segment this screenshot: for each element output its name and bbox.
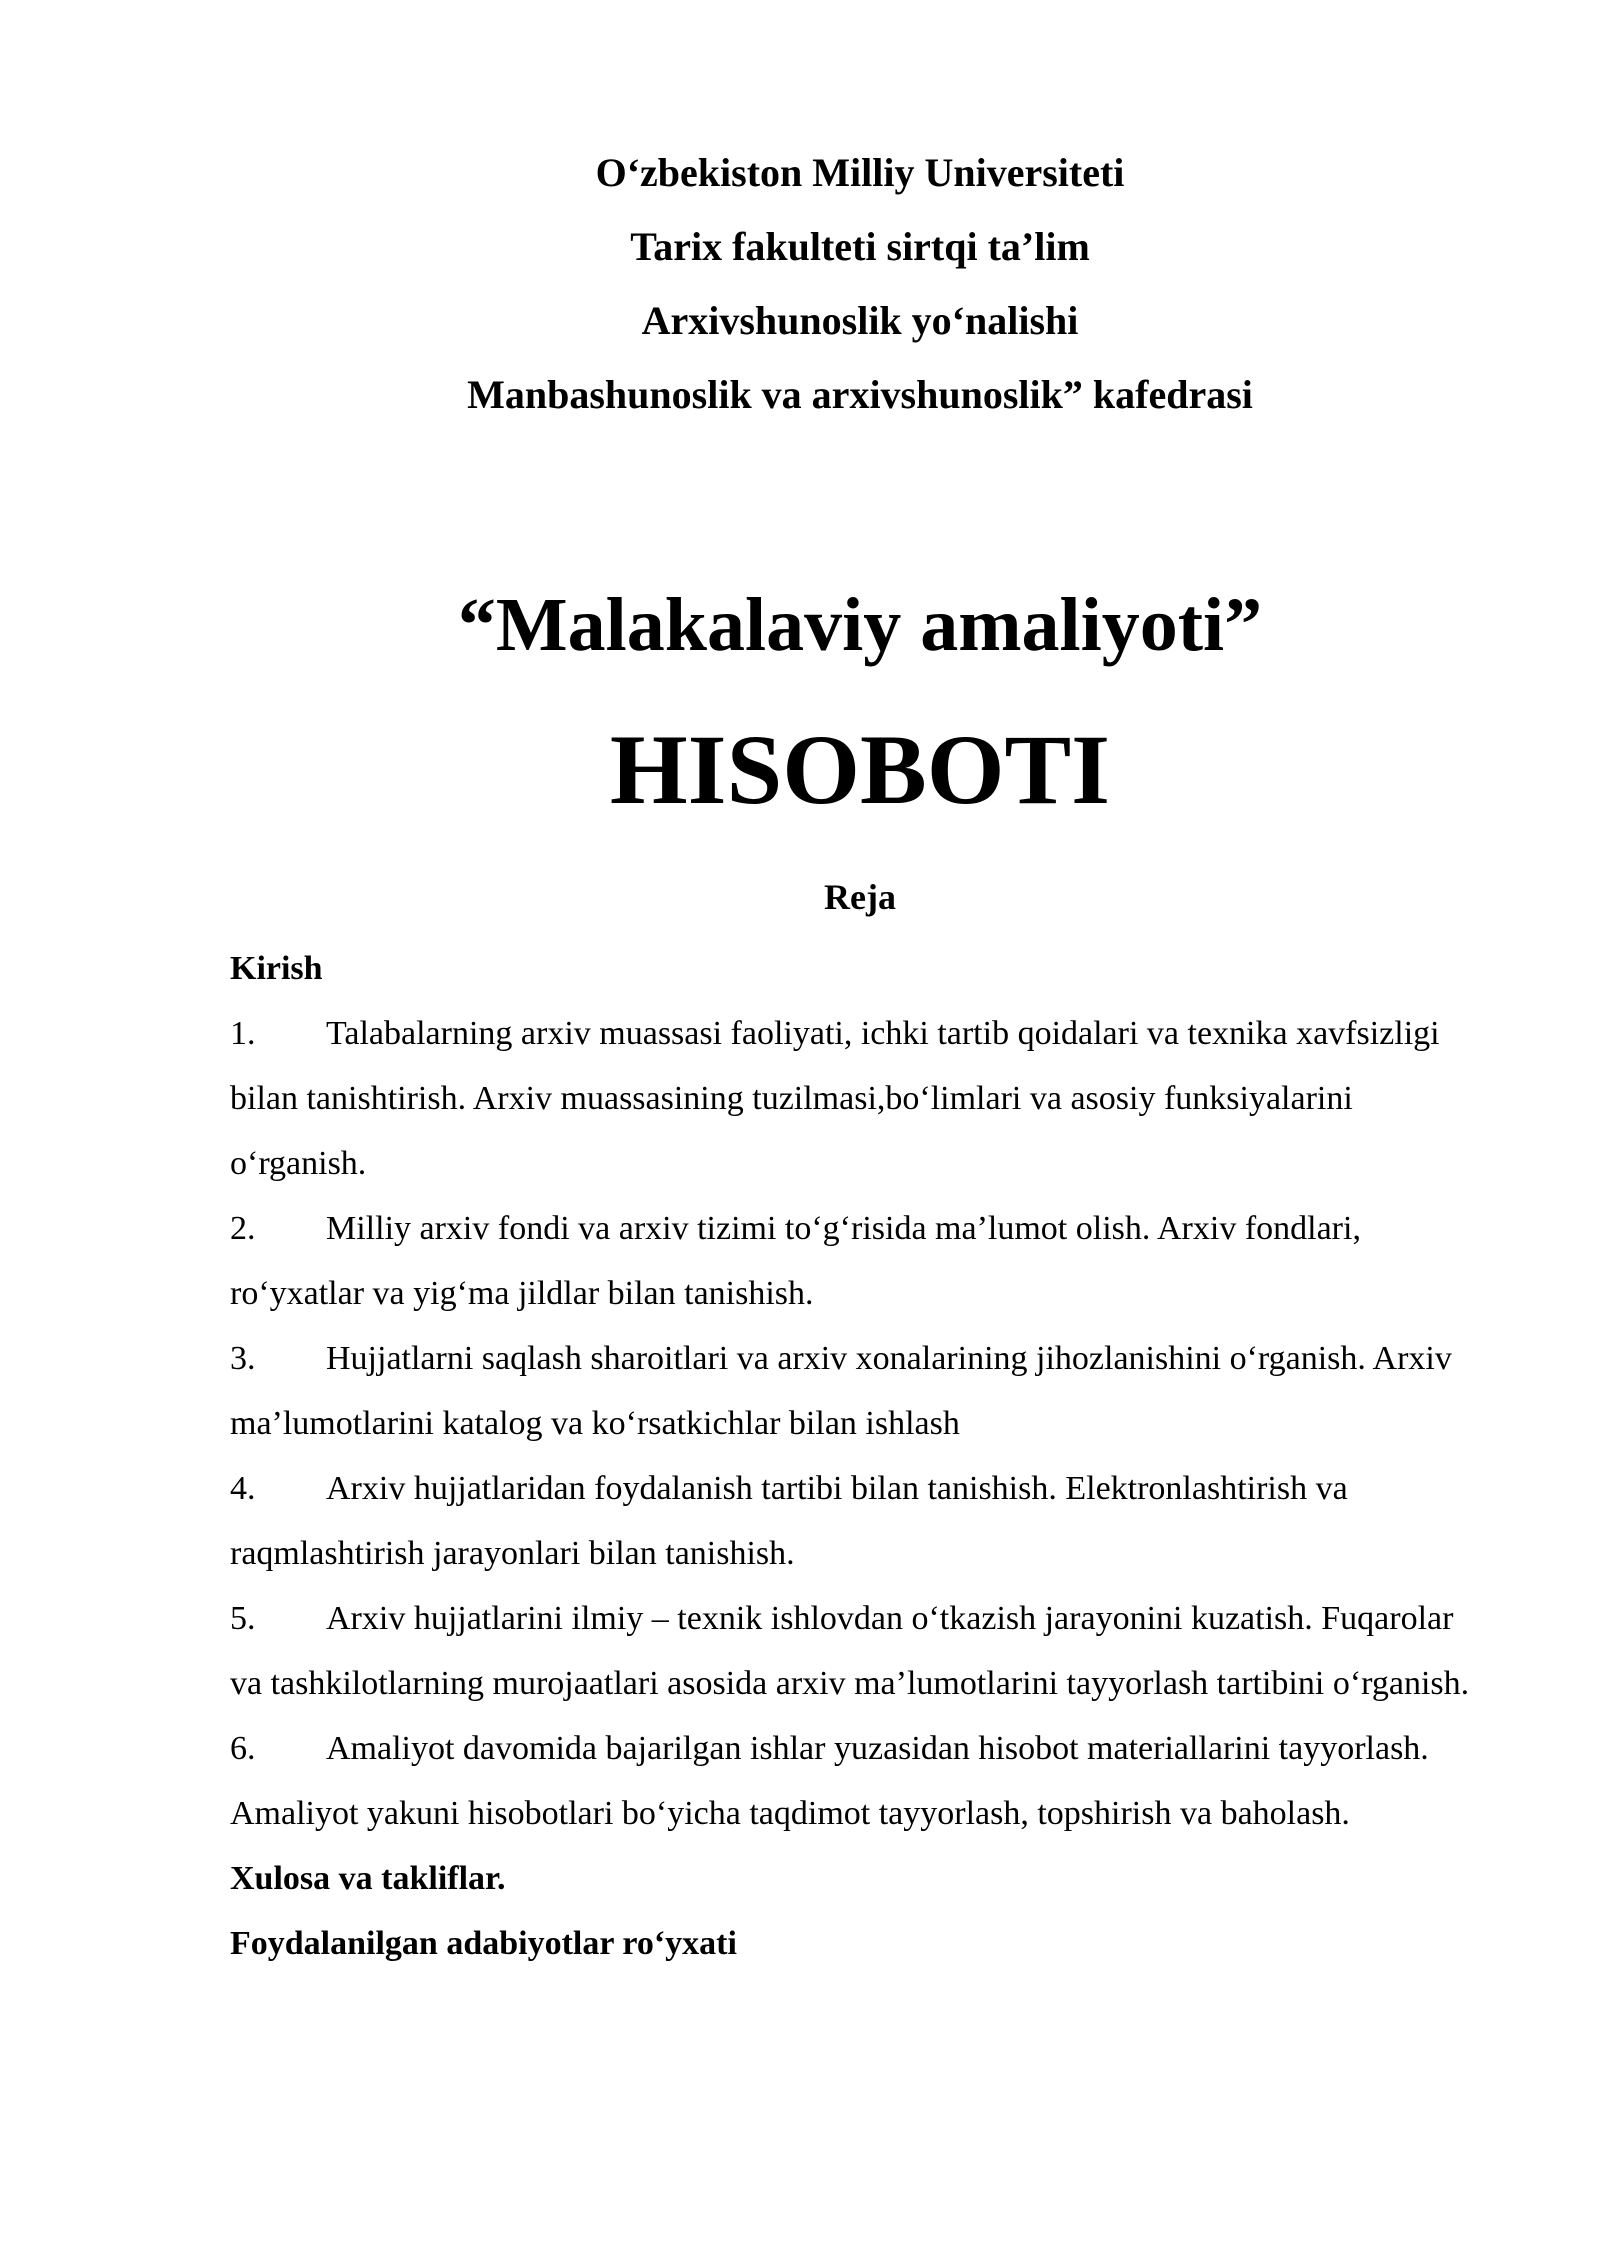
- plan-item-number: 3.: [230, 1340, 256, 1377]
- plan-item: [230, 1716, 1480, 1846]
- plan-item-number: 5.: [230, 1600, 256, 1637]
- document-header: [0, 148, 1600, 444]
- plan-content: [230, 936, 1480, 1976]
- plan-item: [230, 1196, 1480, 1326]
- plan-item-text: Arxiv hujjatlaridan foydalanish tartibi bilan tanishish. Elektronlashtirish va raqmlashtirish jarayonlari bilan tanishish.: [230, 1470, 1348, 1572]
- program-name: Arxivshunoslik yo‘nalishi: [641, 298, 1079, 343]
- plan-item: [230, 1001, 1480, 1196]
- plan-heading: Reja: [824, 877, 896, 917]
- plan-item-number: 6.: [230, 1730, 256, 1767]
- plan-conclusion: Xulosa va takliflar.: [230, 1860, 506, 1897]
- document-title-report: HISOBOTI: [609, 714, 1111, 825]
- plan-item-number: 4.: [230, 1470, 256, 1507]
- plan-item-text: Milliy arxiv fondi va arxiv tizimi to‘g‘risida ma’lumot olish. Arxiv fondlari, ro‘yxatlar va yig‘ma jildlar bilan tanishish.: [230, 1210, 1361, 1312]
- plan-item: [230, 1456, 1480, 1586]
- plan-references: Foydalanilgan adabiyotlar ro‘yxati: [230, 1925, 737, 1962]
- plan-item-number: 2.: [230, 1210, 256, 1247]
- plan-item-number: 1.: [230, 1015, 256, 1052]
- university-name: O‘zbekiston Milliy Universiteti: [595, 150, 1125, 195]
- plan-item-text: Amaliyot davomida bajarilgan ishlar yuzasidan hisobot materiallarini tayyorlash. Amaliyot yakuni hisobotlari bo‘yicha taqdimot tayyorlash, topshirish va baholash.: [230, 1730, 1429, 1832]
- plan-item: [230, 1586, 1480, 1716]
- plan-item-text: Hujjatlarni saqlash sharoitlari va arxiv xonalarining jihozlanishini o‘rganish. Arxiv ma’lumotlarini katalog va ko‘rsatkichlar bilan ishlash: [230, 1340, 1452, 1442]
- faculty-name: Tarix fakulteti sirtqi ta’lim: [630, 224, 1090, 269]
- document-title: “Malakalaviy amaliyoti”: [457, 583, 1263, 667]
- plan-item-text: Arxiv hujjatlarini ilmiy – texnik ishlovdan o‘tkazish jarayonini kuzatish. Fuqarolar va tashkilotlarning murojaatlari asosida arxiv ma’lumotlarini tayyorlash tartibini o‘rganish.: [230, 1600, 1470, 1702]
- department-name: Manbashunoslik va arxivshunoslik” kafedrasi: [467, 372, 1253, 417]
- plan-intro: Kirish: [230, 950, 323, 987]
- plan-item-text: Talabalarning arxiv muassasi faoliyati, ichki tartib qoidalari va texnika xavfsizligi bilan tanishtirish. Arxiv muassasining tuzilmasi,bo‘limlari va asosiy funksiyalarini o‘rganish.: [230, 1015, 1440, 1182]
- plan-item: [230, 1326, 1480, 1456]
